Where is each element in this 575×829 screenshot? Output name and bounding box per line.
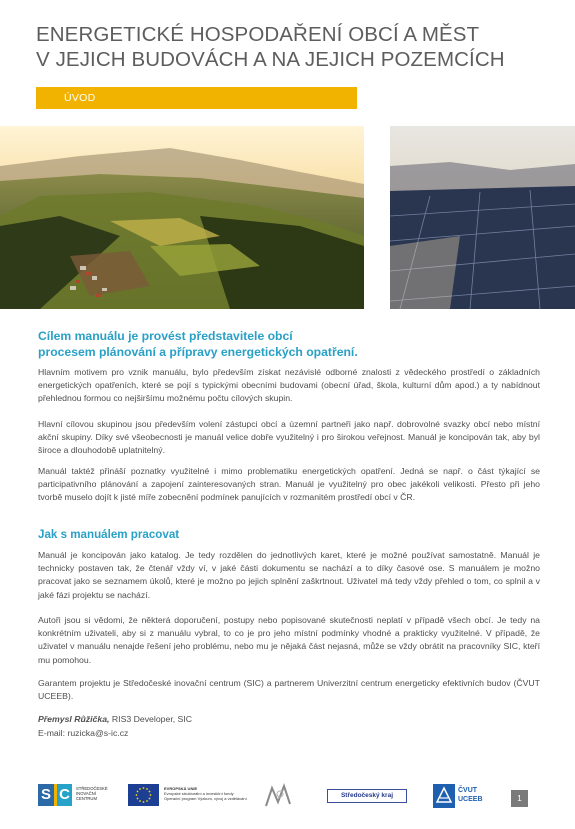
page-title <box>36 22 556 72</box>
signature-email: E-mail: ruzicka@s-ic.cz <box>38 728 129 738</box>
landscape-photo <box>0 126 364 309</box>
eu-logo-text <box>164 786 254 801</box>
section-banner <box>36 87 357 109</box>
kraj-label: Středočeský kraj <box>327 789 407 803</box>
solar-panels-photo <box>390 126 575 309</box>
signature-line <box>38 714 192 724</box>
signature-role: RIS3 Developer, SIC <box>109 714 193 724</box>
eu-flag-icon <box>128 784 159 806</box>
cvut-line-1: ČVUT <box>458 787 478 794</box>
lead-text <box>38 328 538 360</box>
sic-logo-text: STŘEDOČESKÉ INOVAČNÍ CENTRUM <box>76 786 108 801</box>
cvut-line-2: UCEEB <box>458 796 483 803</box>
cvut-text <box>458 786 483 804</box>
title-line-1: ENERGETICKÉ HOSPODAŘENÍ OBCÍ A MĚST <box>36 23 480 46</box>
paragraph-6: Garantem projektu je Středočeské inovační centrum (SIC) a partnerem Univerzitní centrum energeticky efektivních budov (ČVUT UCEEB). <box>38 678 540 702</box>
photo-divider <box>364 126 380 309</box>
landscape-image <box>0 126 364 309</box>
sic-c: C <box>57 784 72 806</box>
section-heading: Jak s manuálem pracovat <box>38 528 180 541</box>
page-number: 1 <box>511 790 528 807</box>
title-line-2: V JEJICH BUDOVÁCH A NA JEJICH POZEMCÍCH <box>36 48 505 71</box>
sic-s: S <box>38 784 54 806</box>
cvut-emblem-icon <box>433 784 455 808</box>
stredocesky-kraj-logo <box>327 782 407 810</box>
eu-text-3: Operační program Výzkum, vývoj a vzdělávání <box>164 796 247 801</box>
paragraph-5: Autoři jsou si vědomi, že některá doporučení, postupy nebo popisované skutečnosti neplatí v případě všech obcí. Je tedy na konkrétním uživateli, aby si z manuálu vybral, to co je pro jeho místní podmínky vhodné a prakticky využitelné. V případě, že uživatel v manuálu nenajde řešení jeho problému, nebo mu je nějaká část nejasná, může se vždy obrátit na pracovníky SIC, kteří mu pomohou. <box>38 615 540 665</box>
lead-line-2: procesem plánování a přípravy energetických opatření. <box>38 345 358 359</box>
lead-line-1: Cílem manuálu je provést představitele obcí <box>38 329 293 343</box>
sic-mark <box>38 784 72 806</box>
eu-text-2: Evropské strukturální a investiční fondy <box>164 791 234 796</box>
cvut-uceeb-logo <box>433 782 489 810</box>
solar-panels-image <box>390 126 575 309</box>
eu-text-1: EVROPSKÁ UNIE <box>164 786 198 791</box>
paragraph-4: Manuál je koncipován jako katalog. Je tedy rozdělen do jednotlivých karet, které je možné používat samostatně. Manuál je technicky postaven tak, že čtenář vždy ví, v jaké části dokumentu se nachází a to díky časové ose. S manuálem je možno pracovat jako se seznamem úkolů, které je možno po jejich splnění zaškrtnout. Uživatel má tedy vždy přehled o tom, co splnil a v jaké fázi projektu se nachází. <box>38 550 540 600</box>
paragraph-1: Hlavním motivem pro vznik manuálu, bylo především získat nezávislé odborné znalosti z vědeckého prostředí o základních energetických opatřeních, které se pojí s typickými obecními budovami (obecní úřad, škola, kulturní dům apod.) a ty nabídnout přehlednou formou co nejširšímu možnému počtu cílových skupin. <box>38 367 540 404</box>
paragraph-3: Manuál taktéž přináší poznatky využitelné i mimo problematiku energetických opatření. Jedná se např. o část týkající se participativního plánování a zapojení zainteresovaných stran. Manuál je využitelný pro obec jakékoli velikosti. Přesto při jeho tvorbě muselo dojít k jisté míře zobecnění podmínek panujících v rozmanitém prostředí obcí v ČR. <box>38 466 540 503</box>
sic-logo <box>38 782 108 810</box>
section-label: ÚVOD <box>64 92 96 104</box>
eu-logo <box>128 782 250 810</box>
msmt-logo <box>262 782 298 810</box>
paragraph-2: Hlavní cílovou skupinou jsou především volení zástupci obcí a územní partneři jako např. dobrovolné svazky obcí nebo místní akční skupiny. Díky své všeobecnosti je manuál velice dobře využitelný i pro širokou veřejnost. Manuál je koncipován tak, aby byl široce a dlouhodobě uplatnitelný. <box>38 419 540 456</box>
signature-name: Přemysl Růžička, <box>38 714 110 724</box>
